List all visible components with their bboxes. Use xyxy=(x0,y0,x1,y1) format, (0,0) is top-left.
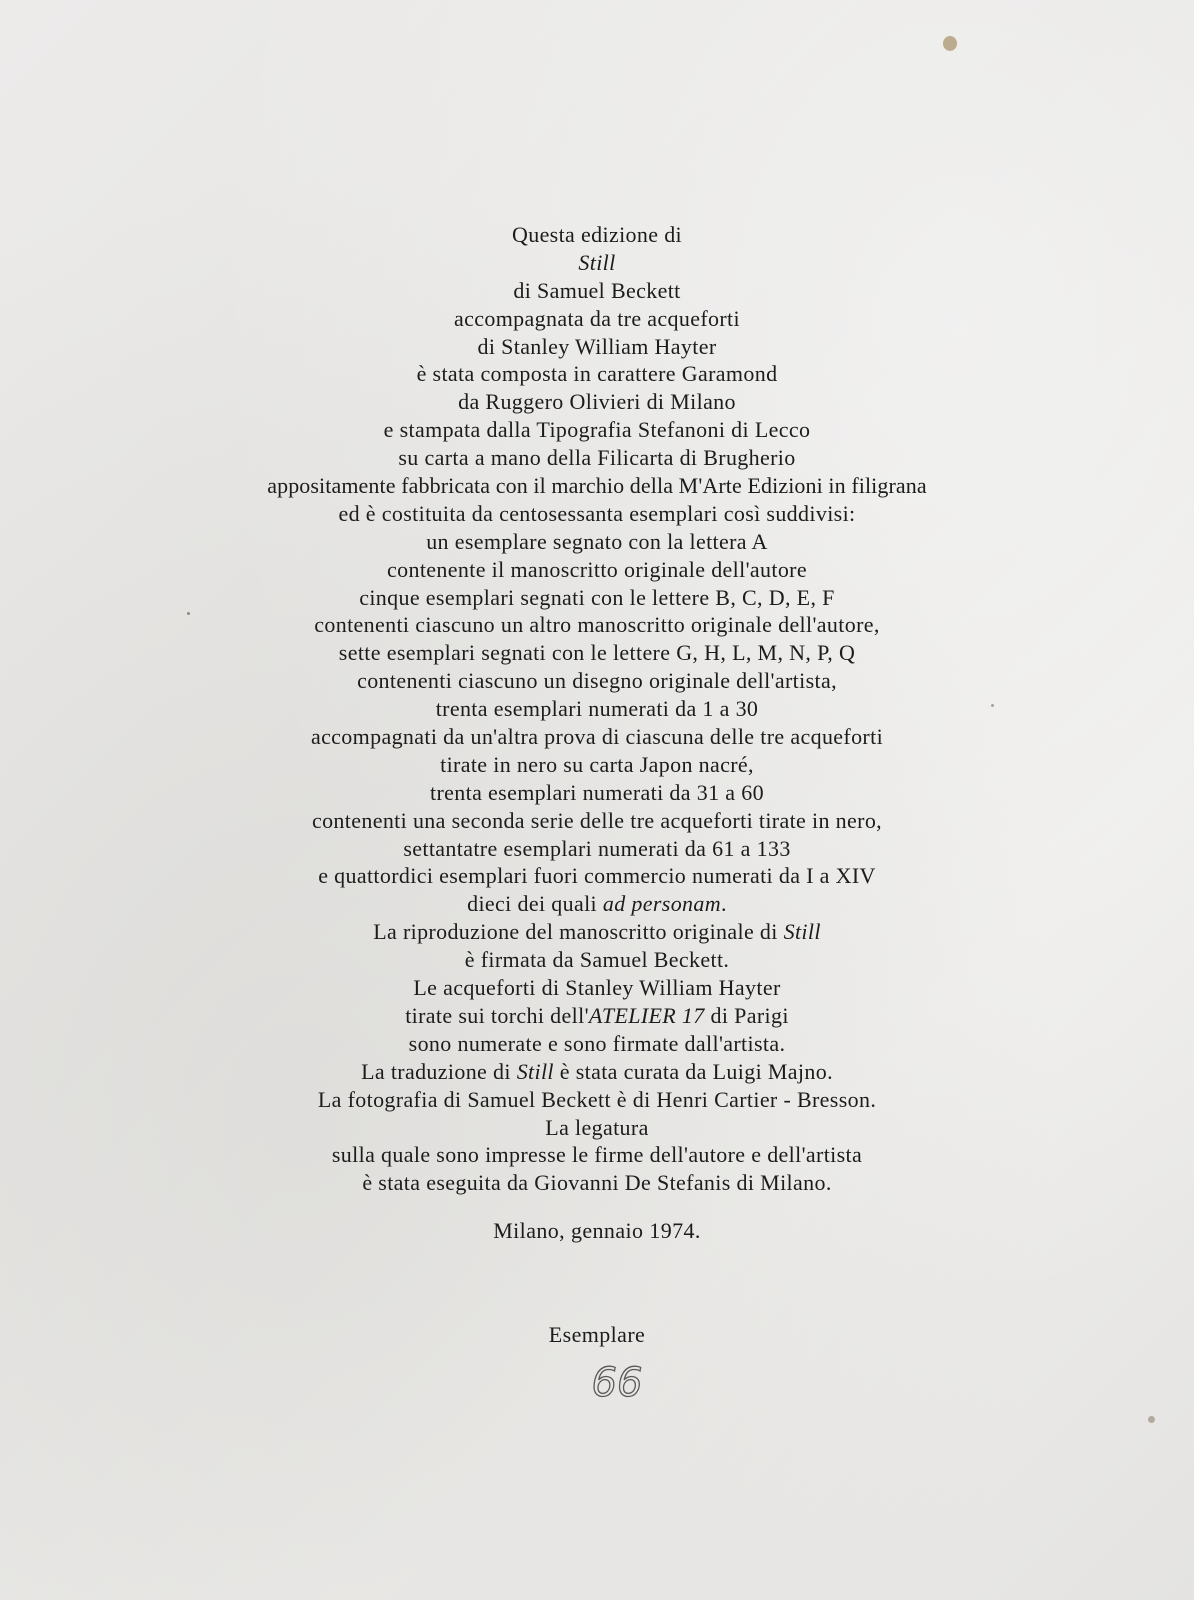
line-text: di Parigi xyxy=(704,1002,789,1028)
place-and-date: Milano, gennaio 1974. xyxy=(493,1218,701,1243)
line-text: . xyxy=(721,891,727,917)
line-italic-text: ad personam xyxy=(602,891,721,917)
line-italic-text: Still xyxy=(783,919,821,945)
colophon-line: è stata composta in carattere Garamond xyxy=(416,361,778,387)
copy-label: Esemplare xyxy=(548,1322,646,1347)
colophon-line xyxy=(0,1002,1194,1030)
colophon-line xyxy=(0,918,1194,946)
line-text: dieci dei quali xyxy=(467,891,603,917)
colophon-line: settantatre esemplari numerati da 61 a 133 xyxy=(403,835,791,861)
line-italic-text: ATELIER 17 xyxy=(588,1002,705,1028)
paper-speck xyxy=(943,36,957,51)
colophon-line: di Stanley William Hayter xyxy=(477,333,717,359)
line-text: La traduzione di xyxy=(361,1058,517,1084)
colophon-line: accompagnata da tre acqueforti xyxy=(454,305,740,331)
colophon-line: cinque esemplari segnati con le lettere B, C, D, E, F xyxy=(359,584,835,610)
colophon-line: Questa edizione di xyxy=(511,222,683,247)
line-text: tirate sui torchi dell' xyxy=(405,1002,589,1028)
colophon-line: su carta a mano della Filicarta di Brugherio xyxy=(398,445,796,471)
copy-number-text: 66 xyxy=(591,1360,643,1406)
colophon-line: contenenti una seconda serie delle tre acqueforti tirate in nero, xyxy=(311,807,883,833)
line-italic-text: Still xyxy=(516,1058,554,1084)
paper-speck xyxy=(1148,1416,1155,1423)
colophon-line: è firmata da Samuel Beckett. xyxy=(464,947,730,973)
colophon-line: tirate in nero su carta Japon nacré, xyxy=(440,751,754,777)
colophon-line: La fotografia di Samuel Beckett è di Henri Cartier - Bresson. xyxy=(317,1086,877,1112)
colophon-text xyxy=(0,221,1194,1197)
colophon-line: sette esemplari segnati con le lettere G, H, L, M, N, P, Q xyxy=(338,640,856,666)
colophon-line: trenta esemplari numerati da 31 a 60 xyxy=(430,779,764,805)
colophon-line: accompagnati da un'altra prova di ciascuna delle tre acqueforti xyxy=(310,724,884,750)
handwritten-copy-number xyxy=(582,1358,652,1406)
colophon-line: ed è costituita da centosessanta esemplari così suddivisi: xyxy=(338,500,856,526)
colophon-line xyxy=(0,890,1194,918)
colophon-line: trenta esemplari numerati da 1 a 30 xyxy=(435,696,759,722)
colophon-title-line: Still xyxy=(578,249,616,275)
colophon-line: da Ruggero Olivieri di Milano xyxy=(458,389,736,415)
colophon-line: di Samuel Beckett xyxy=(513,277,681,303)
colophon-line xyxy=(0,1058,1194,1086)
colophon-line: contenente il manoscritto originale dell'autore xyxy=(387,556,807,582)
colophon-line: e stampata dalla Tipografia Stefanoni di Lecco xyxy=(383,417,811,443)
colophon-line: Le acqueforti di Stanley William Hayter xyxy=(413,975,781,1001)
colophon-line: contenenti ciascuno un disegno originale dell'artista, xyxy=(357,668,837,694)
line-text: La riproduzione del manoscritto originale di xyxy=(373,919,784,945)
colophon-line: è stata eseguita da Giovanni De Stefanis di Milano. xyxy=(362,1170,832,1196)
line-text: è stata curata da Luigi Majno. xyxy=(553,1058,833,1084)
colophon-line: sono numerate e sono firmate dall'artista. xyxy=(408,1030,786,1056)
colophon-line: e quattordici esemplari fuori commercio numerati da I a XIV xyxy=(318,863,876,889)
colophon-line: un esemplare segnato con la lettera A xyxy=(426,528,768,554)
colophon-line: appositamente fabbricata con il marchio della M'Arte Edizioni in filigrana xyxy=(267,473,927,499)
colophon-line: La legatura xyxy=(545,1114,649,1140)
colophon-line: contenenti ciascuno un altro manoscritto originale dell'autore, xyxy=(314,612,880,638)
colophon-line: sulla quale sono impresse le firme dell'autore e dell'artista xyxy=(331,1142,863,1168)
